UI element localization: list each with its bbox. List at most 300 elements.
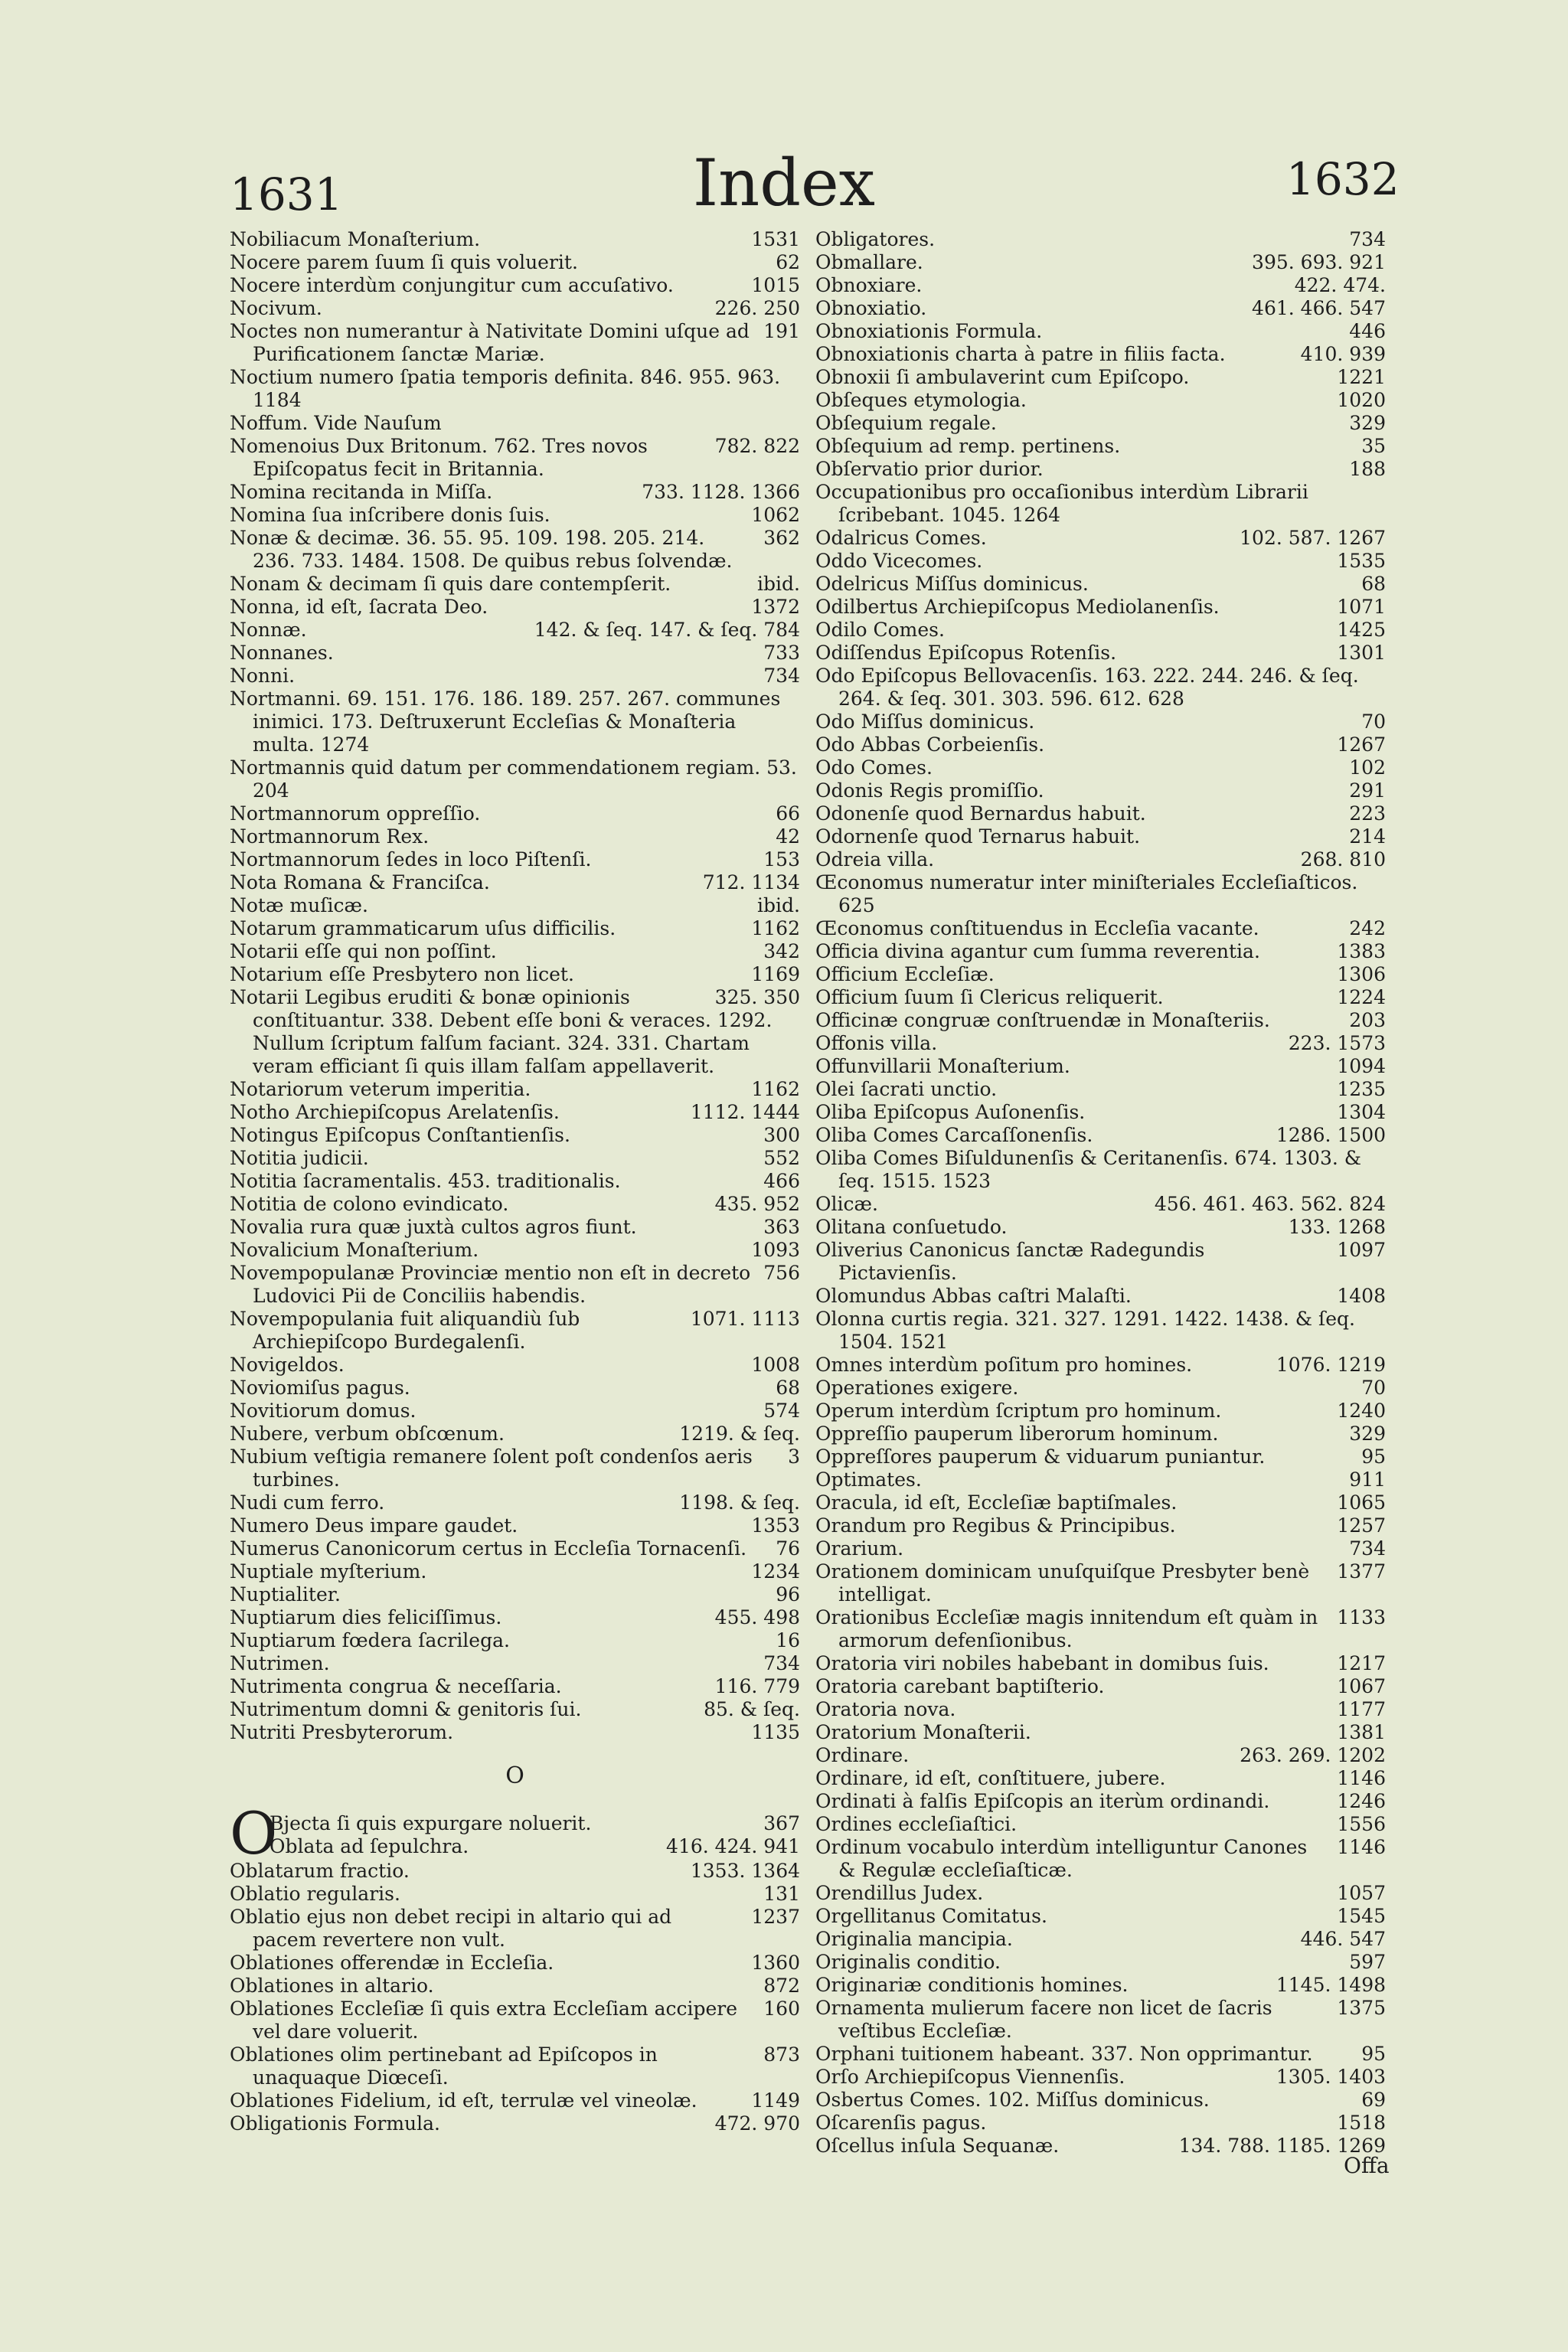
entry-pages: 1146: [1337, 1767, 1386, 1789]
entry-text: Oliba Comes Carcaſſonenſis.: [815, 1124, 1093, 1146]
entry-text: Odo Abbas Corbeienſis.: [815, 733, 1045, 756]
index-entry: [815, 343, 1386, 366]
entry-text: Operum interdùm ſcriptum pro hominum.: [815, 1400, 1222, 1422]
entry-text: Nomenoius Dux Britonum. 762. Tres novos Epiſcopatus fecit in Britannia.: [230, 435, 648, 480]
entry-pages: 734: [763, 1652, 800, 1674]
entry-text: Operationes exigere.: [815, 1377, 1019, 1399]
index-entry: [230, 871, 800, 894]
entry-text: Noctium numero ſpatia temporis definita. 846. 955. 963. 1184: [230, 366, 781, 411]
entry-pages: 69: [1361, 2089, 1386, 2111]
entry-text: Nonnæ.: [230, 619, 307, 641]
entry-pages: 116. 779: [714, 1675, 800, 1697]
index-entry: [230, 1606, 800, 1629]
entry-text: Orationibus Eccleſiæ magis innitendum eſt quàm in armorum defenſionibus.: [815, 1606, 1318, 1651]
index-entry: [230, 1883, 800, 1906]
entry-text: Odreia villa.: [815, 848, 935, 871]
index-entry: [815, 1905, 1386, 1928]
index-entry: [815, 1124, 1386, 1147]
index-entry: [815, 550, 1386, 573]
entry-text: Odiſſendus Epiſcopus Rotenſis.: [815, 642, 1117, 664]
index-entry: [815, 1239, 1386, 1285]
index-entry: [815, 1882, 1386, 1905]
entry-text: Odonis Regis promiſſio.: [815, 779, 1044, 802]
entry-pages: 363: [763, 1216, 800, 1238]
index-entry: [815, 1721, 1386, 1744]
index-entry: [815, 481, 1386, 527]
entry-text: Œconomus numeratur inter miniſteriales Eccleſiaſticos. 625: [815, 871, 1358, 916]
entry-pages: 422. 474.: [1294, 274, 1386, 296]
entry-pages: 1545: [1337, 1905, 1386, 1927]
entry-text: Nonni.: [230, 665, 296, 687]
entry-pages: 102. 587. 1267: [1240, 527, 1386, 549]
left-entry-list: [230, 228, 800, 1744]
entry-pages: 1177: [1337, 1698, 1386, 1720]
entry-text: Orandum pro Regibus & Principibus.: [815, 1514, 1176, 1537]
entry-text: Odonenſe quod Bernardus habuit.: [815, 802, 1146, 825]
entry-text: Oratoria carebant baptiſterio.: [815, 1675, 1105, 1697]
entry-pages: 1146: [1337, 1836, 1386, 1858]
index-entry: [230, 274, 800, 297]
entry-pages: 574: [763, 1400, 800, 1422]
entry-text: Notariorum veterum imperitia.: [230, 1078, 531, 1100]
entry-pages: 142. & ſeq. 147. & ſeq. 784: [534, 619, 800, 641]
index-entry: [815, 1216, 1386, 1239]
entry-pages: 1221: [1337, 366, 1386, 388]
index-entry: [815, 1813, 1386, 1836]
entry-text: Olonna curtis regia. 321. 327. 1291. 1422. 1438. & ſeq. 1504. 1521: [815, 1308, 1355, 1353]
index-entry: [230, 1537, 800, 1560]
entry-text: Oblatio regularis.: [230, 1883, 400, 1905]
entry-text: Nomina recitanda in Miſſa.: [230, 481, 493, 503]
entry-text: Ornamenta mulierum facere non licet de ſacris veſtibus Eccleſiæ.: [815, 1997, 1272, 2042]
entry-pages: 911: [1349, 1468, 1386, 1491]
index-entry: [815, 1974, 1386, 1997]
entry-pages: 597: [1349, 1951, 1386, 1973]
entry-text: Offonis villa.: [815, 1032, 938, 1054]
entry-text: Obnoxiationis Formula.: [815, 320, 1043, 342]
index-entry: [815, 1423, 1386, 1446]
entry-pages: 1535: [1337, 550, 1386, 572]
entry-text: Novitiorum domus.: [230, 1400, 416, 1422]
index-entry: [230, 435, 800, 481]
index-entry: [230, 504, 800, 527]
index-entry: [815, 1078, 1386, 1101]
index-entry: [815, 1400, 1386, 1423]
entry-pages: 435. 952: [714, 1193, 800, 1215]
entry-text: Oppreſſores pauperum & viduarum puniantur.: [815, 1446, 1266, 1468]
entry-text: Olicæ.: [815, 1193, 878, 1215]
index-entry: [230, 2043, 800, 2089]
index-entry: [230, 1239, 800, 1262]
entry-pages: 1425: [1337, 619, 1386, 641]
entry-pages: 1067: [1337, 1675, 1386, 1697]
entry-pages: 734: [1349, 228, 1386, 250]
entry-pages: 1235: [1337, 1078, 1386, 1100]
index-entry: [230, 1975, 800, 1998]
entry-text: Officia divina agantur cum ſumma reverentia.: [815, 940, 1260, 962]
index-entry: [230, 1078, 800, 1101]
entry-pages: 446. 547: [1300, 1928, 1386, 1950]
entry-pages: 733: [763, 642, 800, 664]
index-entry: [230, 1998, 800, 2043]
entry-text: Nonam & decimam ſi quis dare contempſerit.: [230, 573, 671, 595]
index-entry: [230, 1952, 800, 1975]
entry-pages: 214: [1349, 825, 1386, 848]
index-entry: [815, 527, 1386, 550]
entry-pages: 782. 822: [714, 435, 800, 457]
index-entry: [815, 871, 1386, 917]
entry-text: Officium Eccleſiæ.: [815, 963, 995, 985]
entry-text: Oliba Epiſcopus Auſonenſis.: [815, 1101, 1086, 1123]
entry-pages: 1372: [751, 596, 800, 618]
index-entry: [815, 940, 1386, 963]
index-entry: [815, 1193, 1386, 1216]
entry-pages: 1556: [1337, 1813, 1386, 1835]
entry-pages: 1020: [1337, 389, 1386, 411]
entry-pages: 3: [788, 1446, 800, 1468]
index-entry: [815, 1997, 1386, 2043]
entry-text: Obſequium ad remp. pertinens.: [815, 435, 1121, 457]
index-entry: [815, 779, 1386, 802]
entry-pages: 153: [763, 848, 800, 871]
index-entry: [230, 527, 800, 573]
entry-text: Olomundus Abbas caſtri Malaſti.: [815, 1285, 1132, 1307]
index-entry: [230, 1400, 800, 1423]
entry-pages: 95: [1361, 2043, 1386, 2065]
index-entry: [230, 1170, 800, 1193]
entry-pages: 95: [1361, 1446, 1386, 1468]
entry-text: Officinæ congruæ conſtruendæ in Monaſteriis.: [815, 1009, 1270, 1031]
entry-pages: 1198. & ſeq.: [679, 1491, 800, 1514]
index-entry: [815, 389, 1386, 412]
entry-pages: 1057: [1337, 1882, 1386, 1904]
entry-text: Noctes non numerantur à Nativitate Domini uſque ad Purificationem ſanctæ Mariæ.: [230, 320, 750, 365]
entry-pages: 42: [776, 825, 800, 848]
entry-text: Nubere, verbum obſcœnum.: [230, 1423, 505, 1445]
index-entry: [815, 986, 1386, 1009]
entry-pages: 1305. 1403: [1276, 2066, 1386, 2088]
entry-text: Novalicium Monaſterium.: [230, 1239, 479, 1261]
entry-text: Olitana conſuetudo.: [815, 1216, 1008, 1238]
entry-pages: 1240: [1337, 1400, 1386, 1422]
entry-text: Originalis conditio.: [815, 1951, 1001, 1973]
entry-text: Oratorium Monaſterii.: [815, 1721, 1031, 1743]
entry-pages: 1093: [751, 1239, 800, 1261]
index-entry: [815, 1308, 1386, 1354]
index-entry: [815, 1147, 1386, 1193]
index-entry: [815, 435, 1386, 458]
index-entry: [230, 963, 800, 986]
entry-pages: 1518: [1337, 2112, 1386, 2134]
left-page-number: 1631: [230, 168, 343, 220]
entry-pages: 342: [763, 940, 800, 962]
index-entry: [815, 1928, 1386, 1951]
index-entry: [815, 1537, 1386, 1560]
index-entry: [230, 251, 800, 274]
entry-text: Nortmannis quid datum per commendationem regiam. 53. 204: [230, 756, 797, 802]
index-entry: [815, 1767, 1386, 1790]
index-entry: [815, 848, 1386, 871]
entry-text: Odo Comes.: [815, 756, 933, 779]
index-entry: [815, 733, 1386, 756]
entry-pages: 552: [763, 1147, 800, 1169]
entry-text: Nortmannorum Rex.: [230, 825, 430, 848]
index-entry: [815, 1032, 1386, 1055]
entry-pages: 1377: [1337, 1560, 1386, 1583]
entry-pages: 1267: [1337, 733, 1386, 756]
index-entry: [230, 1652, 800, 1675]
entry-pages: 466: [763, 1170, 800, 1192]
drop-cap: O: [230, 1799, 278, 1867]
entry-pages: 416. 424. 941: [666, 1835, 800, 1857]
entry-pages: 1234: [751, 1560, 800, 1583]
entry-text: Noffum. Vide Nauſum: [230, 412, 442, 434]
entry-pages: 472. 970: [714, 2112, 800, 2135]
index-entry: [230, 802, 800, 825]
entry-pages: 70: [1361, 1377, 1386, 1399]
right-entry-list: [815, 228, 1386, 2158]
entry-text: Oblationes in altario.: [230, 1975, 434, 1997]
entry-text: Nuptiale myſterium.: [230, 1560, 427, 1583]
entry-text: Occupationibus pro occaſionibus interdùm Librarii ſcribebant. 1045. 1264: [815, 481, 1308, 526]
entry-text: Obſervatio prior durior.: [815, 458, 1044, 480]
index-entry: [230, 481, 800, 504]
index-entry: [230, 1308, 800, 1354]
entry-text: Notitia ſacramentalis. 453. traditionalis.: [230, 1170, 621, 1192]
right-column: [815, 228, 1386, 2158]
index-entry: [815, 1491, 1386, 1514]
index-entry: [815, 642, 1386, 665]
entry-text: Obſequium regale.: [815, 412, 997, 434]
entry-text: Obligationis Formula.: [230, 2112, 440, 2135]
entry-text: Oſcellus inſula Sequanæ.: [815, 2135, 1060, 2157]
entry-pages: 1076. 1219: [1276, 1354, 1386, 1376]
entry-pages: 362: [763, 527, 800, 549]
entry-pages: 1145. 1498: [1276, 1974, 1386, 1996]
entry-pages: 226. 250: [714, 297, 800, 319]
right-page-number: 1632: [1286, 153, 1400, 205]
index-entry: [815, 665, 1386, 710]
entry-pages: 1149: [751, 2089, 800, 2112]
index-entry: [815, 1560, 1386, 1606]
entry-pages: 1301: [1337, 642, 1386, 664]
entry-pages: 131: [763, 1883, 800, 1905]
entry-text: Nocere parem ſuum ſi quis voluerit.: [230, 251, 578, 273]
index-entry: [230, 986, 800, 1078]
section-heading-o: O: [505, 1762, 524, 1789]
entry-text: Oratoria viri nobiles habebant in domibus ſuis.: [815, 1652, 1269, 1674]
entry-text: Odilo Comes.: [815, 619, 945, 641]
index-entry: [815, 1836, 1386, 1882]
index-entry: [230, 848, 800, 871]
entry-pages: 873: [763, 2043, 800, 2066]
entry-text: Notæ muſicæ.: [230, 894, 368, 916]
entry-pages: 85. & ſeq.: [704, 1698, 800, 1720]
page-title: Index: [692, 145, 876, 220]
index-entry: [815, 412, 1386, 435]
entry-pages: 872: [763, 1975, 800, 1997]
entry-text: Nonæ & decimæ. 36. 55. 95. 109. 198. 205. 214. 236. 733. 1484. 1508. De quibus rebus ſolvendæ.: [230, 527, 733, 572]
index-entry: [230, 1583, 800, 1606]
entry-text: Nudi cum ferro.: [230, 1491, 385, 1514]
index-entry: [815, 1698, 1386, 1721]
entry-text: Oppreſſio pauperum liberorum hominum.: [815, 1423, 1219, 1445]
entry-text: Orarium.: [815, 1537, 904, 1560]
entry-pages: 68: [776, 1377, 800, 1399]
entry-pages: 263. 269. 1202: [1240, 1744, 1386, 1766]
index-entry: [815, 756, 1386, 779]
entry-pages: 1237: [751, 1906, 800, 1928]
index-entry: [230, 1514, 800, 1537]
entry-pages: 734: [1349, 1537, 1386, 1560]
entry-text: Oddo Vicecomes.: [815, 550, 983, 572]
left-entry-list-o: [230, 1860, 800, 2135]
entry-pages: 446: [1349, 320, 1386, 342]
index-entry: [815, 2066, 1386, 2089]
entry-pages: 1162: [751, 917, 800, 939]
entry-text: Nuptiarum dies feliciſſimus.: [230, 1606, 502, 1628]
entry-text: Oblata ad ſepulchra.: [270, 1835, 469, 1857]
page-header: [0, 145, 1568, 230]
entry-pages: ibid.: [757, 894, 800, 916]
index-entry: [815, 802, 1386, 825]
entry-text: Notarum grammaticarum uſus difficilis.: [230, 917, 616, 939]
entry-text: Nutriti Presbyterorum.: [230, 1721, 454, 1743]
entry-text: Novempopulania fuit aliquandiù ſub Archiepiſcopo Burdegalenſi.: [230, 1308, 580, 1353]
entry-text: Oblationes Eccleſiæ ſi quis extra Eccleſiam accipere vel dare voluerit.: [230, 1998, 738, 2043]
entry-pages: 1008: [751, 1354, 800, 1376]
entry-text: Numerus Canonicorum certus in Eccleſia Tornacenſi.: [230, 1537, 747, 1560]
left-column: [230, 228, 800, 2135]
index-entry: [230, 1423, 800, 1446]
index-entry: [230, 412, 800, 435]
entry-pages: 329: [1349, 1423, 1386, 1445]
index-entry: [230, 665, 800, 688]
index-entry: [815, 2135, 1386, 2158]
index-entry: [230, 1193, 800, 1216]
entry-pages: 223. 1573: [1288, 1032, 1386, 1054]
entry-pages: 1097: [1337, 1239, 1386, 1261]
entry-text: Nortmanni. 69. 151. 176. 186. 189. 257. 267. communes inimici. 173. Deſtruxerunt Eccleſias & Monaſteria multa. 1274: [230, 688, 781, 756]
entry-pages: 1217: [1337, 1652, 1386, 1674]
index-entry: [230, 2112, 800, 2135]
index-entry: [230, 1629, 800, 1652]
entry-text: Nuptiarum fœdera ſacrilega.: [230, 1629, 510, 1651]
index-entry: [815, 710, 1386, 733]
entry-pages: 1383: [1337, 940, 1386, 962]
entry-pages: 1257: [1337, 1514, 1386, 1537]
entry-pages: 455. 498: [714, 1606, 800, 1628]
index-entry: [230, 1124, 800, 1147]
entry-pages: 1224: [1337, 986, 1386, 1008]
entry-text: Notarii Legibus eruditi & bonæ opinionis conſtituantur. 338. Debent eſſe boni & veraces. 1292. Nullum ſcriptum falſum faciant. 324. 331. Chartam veram efficiant ſi quis illam falſam appellaverit.: [230, 986, 773, 1077]
entry-text: Numero Deus impare gaudet.: [230, 1514, 518, 1537]
index-entry: [815, 1606, 1386, 1652]
entry-text: Oliba Comes Biſuldunenſis & Ceritanenſis. 674. 1303. & ſeq. 1515. 1523: [815, 1147, 1362, 1192]
entry-text: Oſcarenſis pagus.: [815, 2112, 987, 2134]
index-entry: [815, 1055, 1386, 1078]
entry-pages: 1169: [751, 963, 800, 985]
entry-pages: 1246: [1337, 1790, 1386, 1812]
entry-pages: 1112. 1444: [690, 1101, 800, 1123]
index-entry: [815, 228, 1386, 251]
entry-text: Odelricus Miſſus dominicus.: [815, 573, 1089, 595]
entry-text: Bjecta ſi quis expurgare noluerit.: [270, 1812, 592, 1834]
entry-pages: 1360: [751, 1952, 800, 1974]
entry-pages: 1065: [1337, 1491, 1386, 1514]
entry-pages: 1353: [751, 1514, 800, 1537]
index-entry: [815, 573, 1386, 596]
index-entry: [230, 917, 800, 940]
entry-pages: 410. 939: [1300, 343, 1386, 365]
entry-text: Orendillus Judex.: [815, 1882, 984, 1904]
index-entry: [230, 1906, 800, 1952]
entry-text: Noviomiſus pagus.: [230, 1377, 410, 1399]
index-entry: [815, 1652, 1386, 1675]
index-entry: [230, 1216, 800, 1239]
entry-text: Ordines eccleſiaſtici.: [815, 1813, 1018, 1835]
entry-text: Orgellitanus Comitatus.: [815, 1905, 1047, 1927]
entry-pages: 68: [1361, 573, 1386, 595]
index-entry: [815, 963, 1386, 986]
entry-text: Odilbertus Archiepiſcopus Mediolanenſis.: [815, 596, 1220, 618]
entry-pages: 1094: [1337, 1055, 1386, 1077]
catchword: Offa: [1344, 2153, 1390, 2178]
index-entry: [230, 596, 800, 619]
entry-text: Notitia judicii.: [230, 1147, 369, 1169]
entry-pages: 242: [1349, 917, 1386, 939]
index-entry: [230, 756, 800, 802]
entry-pages: 1531: [751, 228, 800, 250]
entry-pages: 395. 693. 921: [1252, 251, 1386, 273]
entry-pages: 133. 1268: [1288, 1216, 1386, 1238]
entry-text: Ordinati à falſis Epiſcopis an iterùm ordinandi.: [815, 1790, 1270, 1812]
entry-pages: 188: [1349, 458, 1386, 480]
entry-text: Œconomus conſtituendus in Eccleſia vacante.: [815, 917, 1259, 939]
entry-text: Oratoria nova.: [815, 1698, 956, 1720]
index-entry: [815, 1285, 1386, 1308]
entry-text: Obſeques etymologia.: [815, 389, 1027, 411]
index-entry: [815, 1514, 1386, 1537]
entry-pages: 96: [776, 1583, 800, 1606]
index-entry: [230, 1354, 800, 1377]
entry-pages: 325. 350: [714, 986, 800, 1008]
entry-pages: 1381: [1337, 1721, 1386, 1743]
entry-text: Nuptialiter.: [230, 1583, 341, 1606]
entry-text: Novalia rura quæ juxtà cultos agros fiunt.: [230, 1216, 637, 1238]
entry-pages: 16: [776, 1629, 800, 1651]
entry-text: Oblationes offerendæ in Eccleſia.: [230, 1952, 554, 1974]
index-entry: [815, 320, 1386, 343]
index-entry: [230, 1721, 800, 1744]
entry-text: Oblationes Fidelium, id eſt, terrulæ vel vineolæ.: [230, 2089, 697, 2112]
index-entry: [815, 1009, 1386, 1032]
index-entry: [230, 1147, 800, 1170]
index-entry: [230, 894, 800, 917]
entry-text: Oblatarum fractio.: [230, 1860, 410, 1882]
entry-text: Ordinare, id eſt, conſtituere, jubere.: [815, 1767, 1166, 1789]
entry-pages: 1162: [751, 1078, 800, 1100]
index-entry: [230, 320, 800, 366]
entry-pages: 1286. 1500: [1276, 1124, 1386, 1146]
entry-text: Omnes interdùm poſitum pro homines.: [815, 1354, 1193, 1376]
entry-text: Officium ſuum ſi Clericus reliquerit.: [815, 986, 1164, 1008]
entry-text: Orationem dominicam unuſquiſque Presbyter benè intelligat.: [815, 1560, 1310, 1606]
index-entry: [815, 1790, 1386, 1813]
entry-text: Notarium eſſe Presbytero non licet.: [230, 963, 574, 985]
entry-text: Nutrimen.: [230, 1652, 330, 1674]
entry-pages: 70: [1361, 710, 1386, 733]
